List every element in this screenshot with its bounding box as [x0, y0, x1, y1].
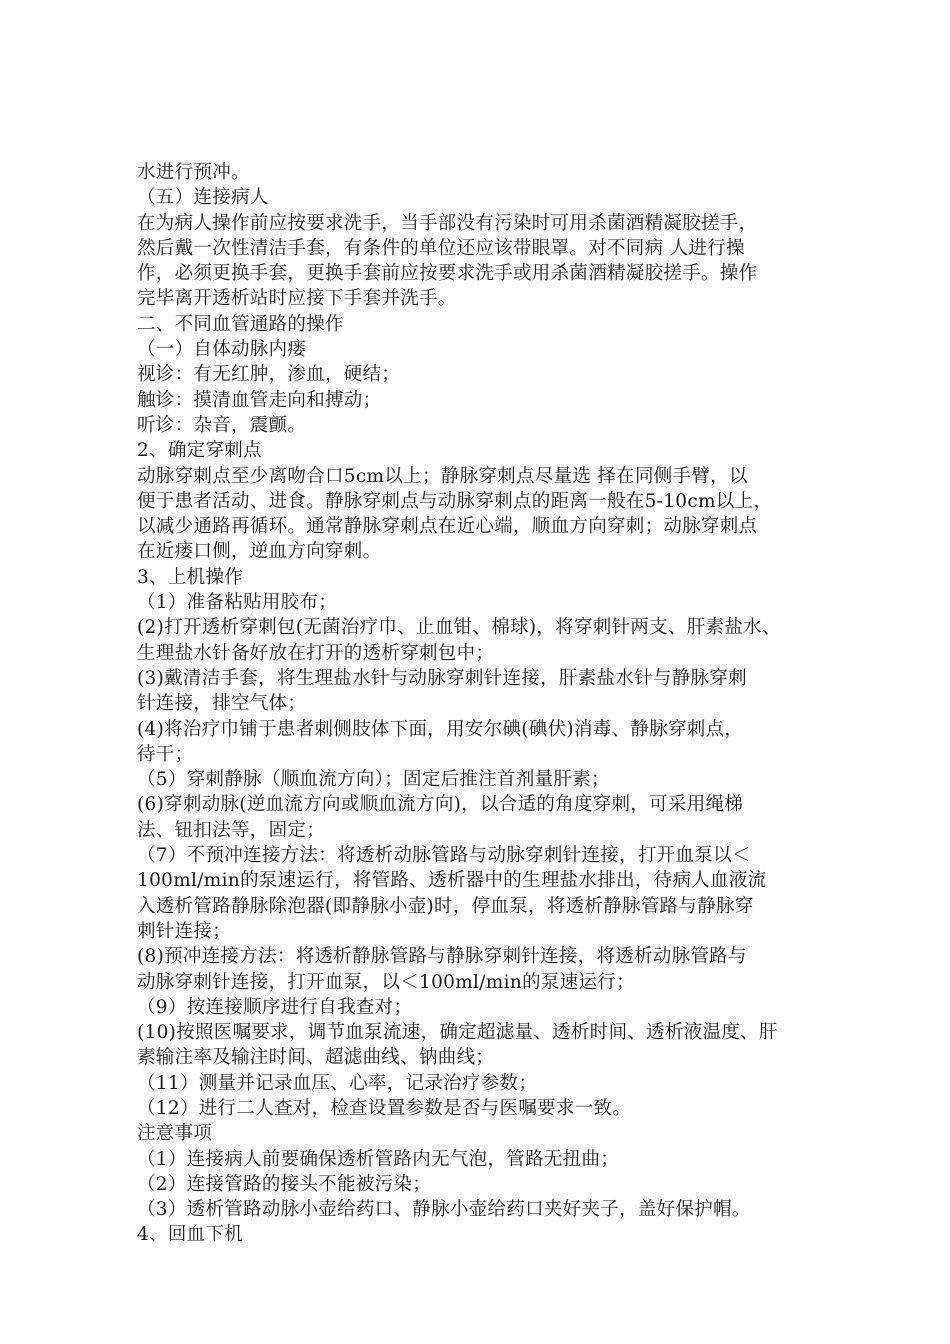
text-line: 听诊：杂音，震颤。: [137, 414, 307, 436]
text-line: (6)穿刺动脉(逆血流方向或顺血流方向)，以合适的角度穿刺，可采用绳梯: [137, 794, 744, 816]
text-line: （一）自体动脉内瘘: [137, 339, 307, 361]
text-line: 3、上机操作: [137, 566, 244, 588]
text-line: 视诊：有无红肿，渗血，硬结；: [137, 364, 401, 386]
text-line: 二、不同血管通路的操作: [137, 313, 344, 335]
text-line: 在为病人操作前应按要求洗手，当手部没有污染时可用杀菌酒精凝胶搓手，: [137, 212, 758, 234]
text-line: 触诊：摸清血管走向和搏动；: [137, 389, 382, 411]
text-line: 在近瘘口侧，逆血方向穿刺。: [137, 541, 382, 563]
text-line: 便于患者活动、进食。静脉穿刺点与动脉穿刺点的距离一般在5-10cm以上，: [137, 490, 773, 512]
text-line: 然后戴一次性清洁手套，有条件的单位还应该带眼罩。对不同病 人进行操: [137, 237, 745, 259]
text-line: 法、钮扣法等，固定；: [137, 819, 326, 841]
text-line: 待干；: [137, 743, 194, 765]
text-line: （2）连接管路的接头不能被污染；: [137, 1173, 432, 1195]
text-line: （11）测量并记录血压、心率，记录治疗参数；: [137, 1072, 538, 1094]
text-line: 注意事项: [137, 1123, 213, 1145]
text-line: 以减少通路再循环。通常静脉穿刺点在近心端，顺血方向穿刺；动脉穿刺点: [137, 516, 758, 538]
text-line: 针连接，排空气体；: [137, 693, 307, 715]
text-line: 水进行预冲。: [137, 162, 250, 183]
text-line: (10)按照医嘱要求，调节血泵流速，确定超滤量、透析时间、透析液温度、肝: [137, 1022, 778, 1044]
text-line: (4)将治疗巾铺于患者刺侧肢体下面，用安尔碘(碘伏)消毒、静脉穿刺点，: [137, 718, 744, 740]
text-line: 素输注率及输注时间、超滤曲线、钠曲线；: [137, 1047, 495, 1069]
document-body: [137, 160, 872, 1248]
text-line: 动脉穿刺点至少离吻合口5cm以上；静脉穿刺点尽量选 择在同侧手臂，以: [137, 465, 748, 487]
text-line: （3）透析管路动脉小壶给药口、静脉小壶给药口夹好夹子，盖好保护帽。: [137, 1199, 751, 1221]
text-line: 生理盐水针备好放在打开的透析穿刺包中；: [137, 642, 495, 664]
text-line: 作，必须更换手套，更换手套前应按要求洗手或用杀菌酒精凝胶搓手。操作: [137, 263, 758, 285]
text-line: （7）不预冲连接方法：将透析动脉管路与动脉穿刺针连接，打开血泵以＜: [137, 845, 751, 867]
text-line: 完毕离开透析站时应接下手套并洗手。: [137, 288, 457, 310]
text-line: （1）准备粘贴用胶布；: [137, 592, 338, 614]
text-line: 动脉穿刺针连接，打开血泵，以＜100ml/min的泵速运行；: [137, 971, 635, 993]
text-line: （9）按连接顺序进行自我查对；: [137, 996, 413, 1018]
text-line: 2、确定穿刺点: [137, 440, 262, 462]
text-line: 4、回血下机: [137, 1224, 244, 1246]
text-line: （1）连接病人前要确保透析管路内无气泡，管路无扭曲；: [137, 1148, 620, 1170]
text-line: (8)预冲连接方法：将透析静脉管路与静脉穿刺针连接，将透析动脉管路与: [137, 946, 747, 968]
text-line: （12）进行二人查对，检查设置参数是否与医嘱要求一致。: [137, 1097, 632, 1119]
text-line: 入透析管路静脉除泡器(即静脉小壶)时，停血泵，将透析静脉管路与静脉穿: [137, 895, 754, 917]
text-line: (2)打开透析穿刺包(无菌治疗巾、止血钳、棉球)，将穿刺针两支、肝素盐水、: [137, 617, 781, 639]
text-line: (3)戴清洁手套，将生理盐水针与动脉穿刺针连接，肝素盐水针与静脉穿刺: [137, 667, 747, 689]
text-line: 刺针连接；: [137, 920, 232, 942]
text-line: 100ml/min的泵速运行，将管路、透析器中的生理盐水排出，待病人血液流: [137, 870, 767, 892]
text-line: （五）连接病人: [137, 187, 269, 209]
text-line: （5）穿刺静脉（顺血流方向）；固定后推注首剂量肝素；: [137, 769, 610, 791]
